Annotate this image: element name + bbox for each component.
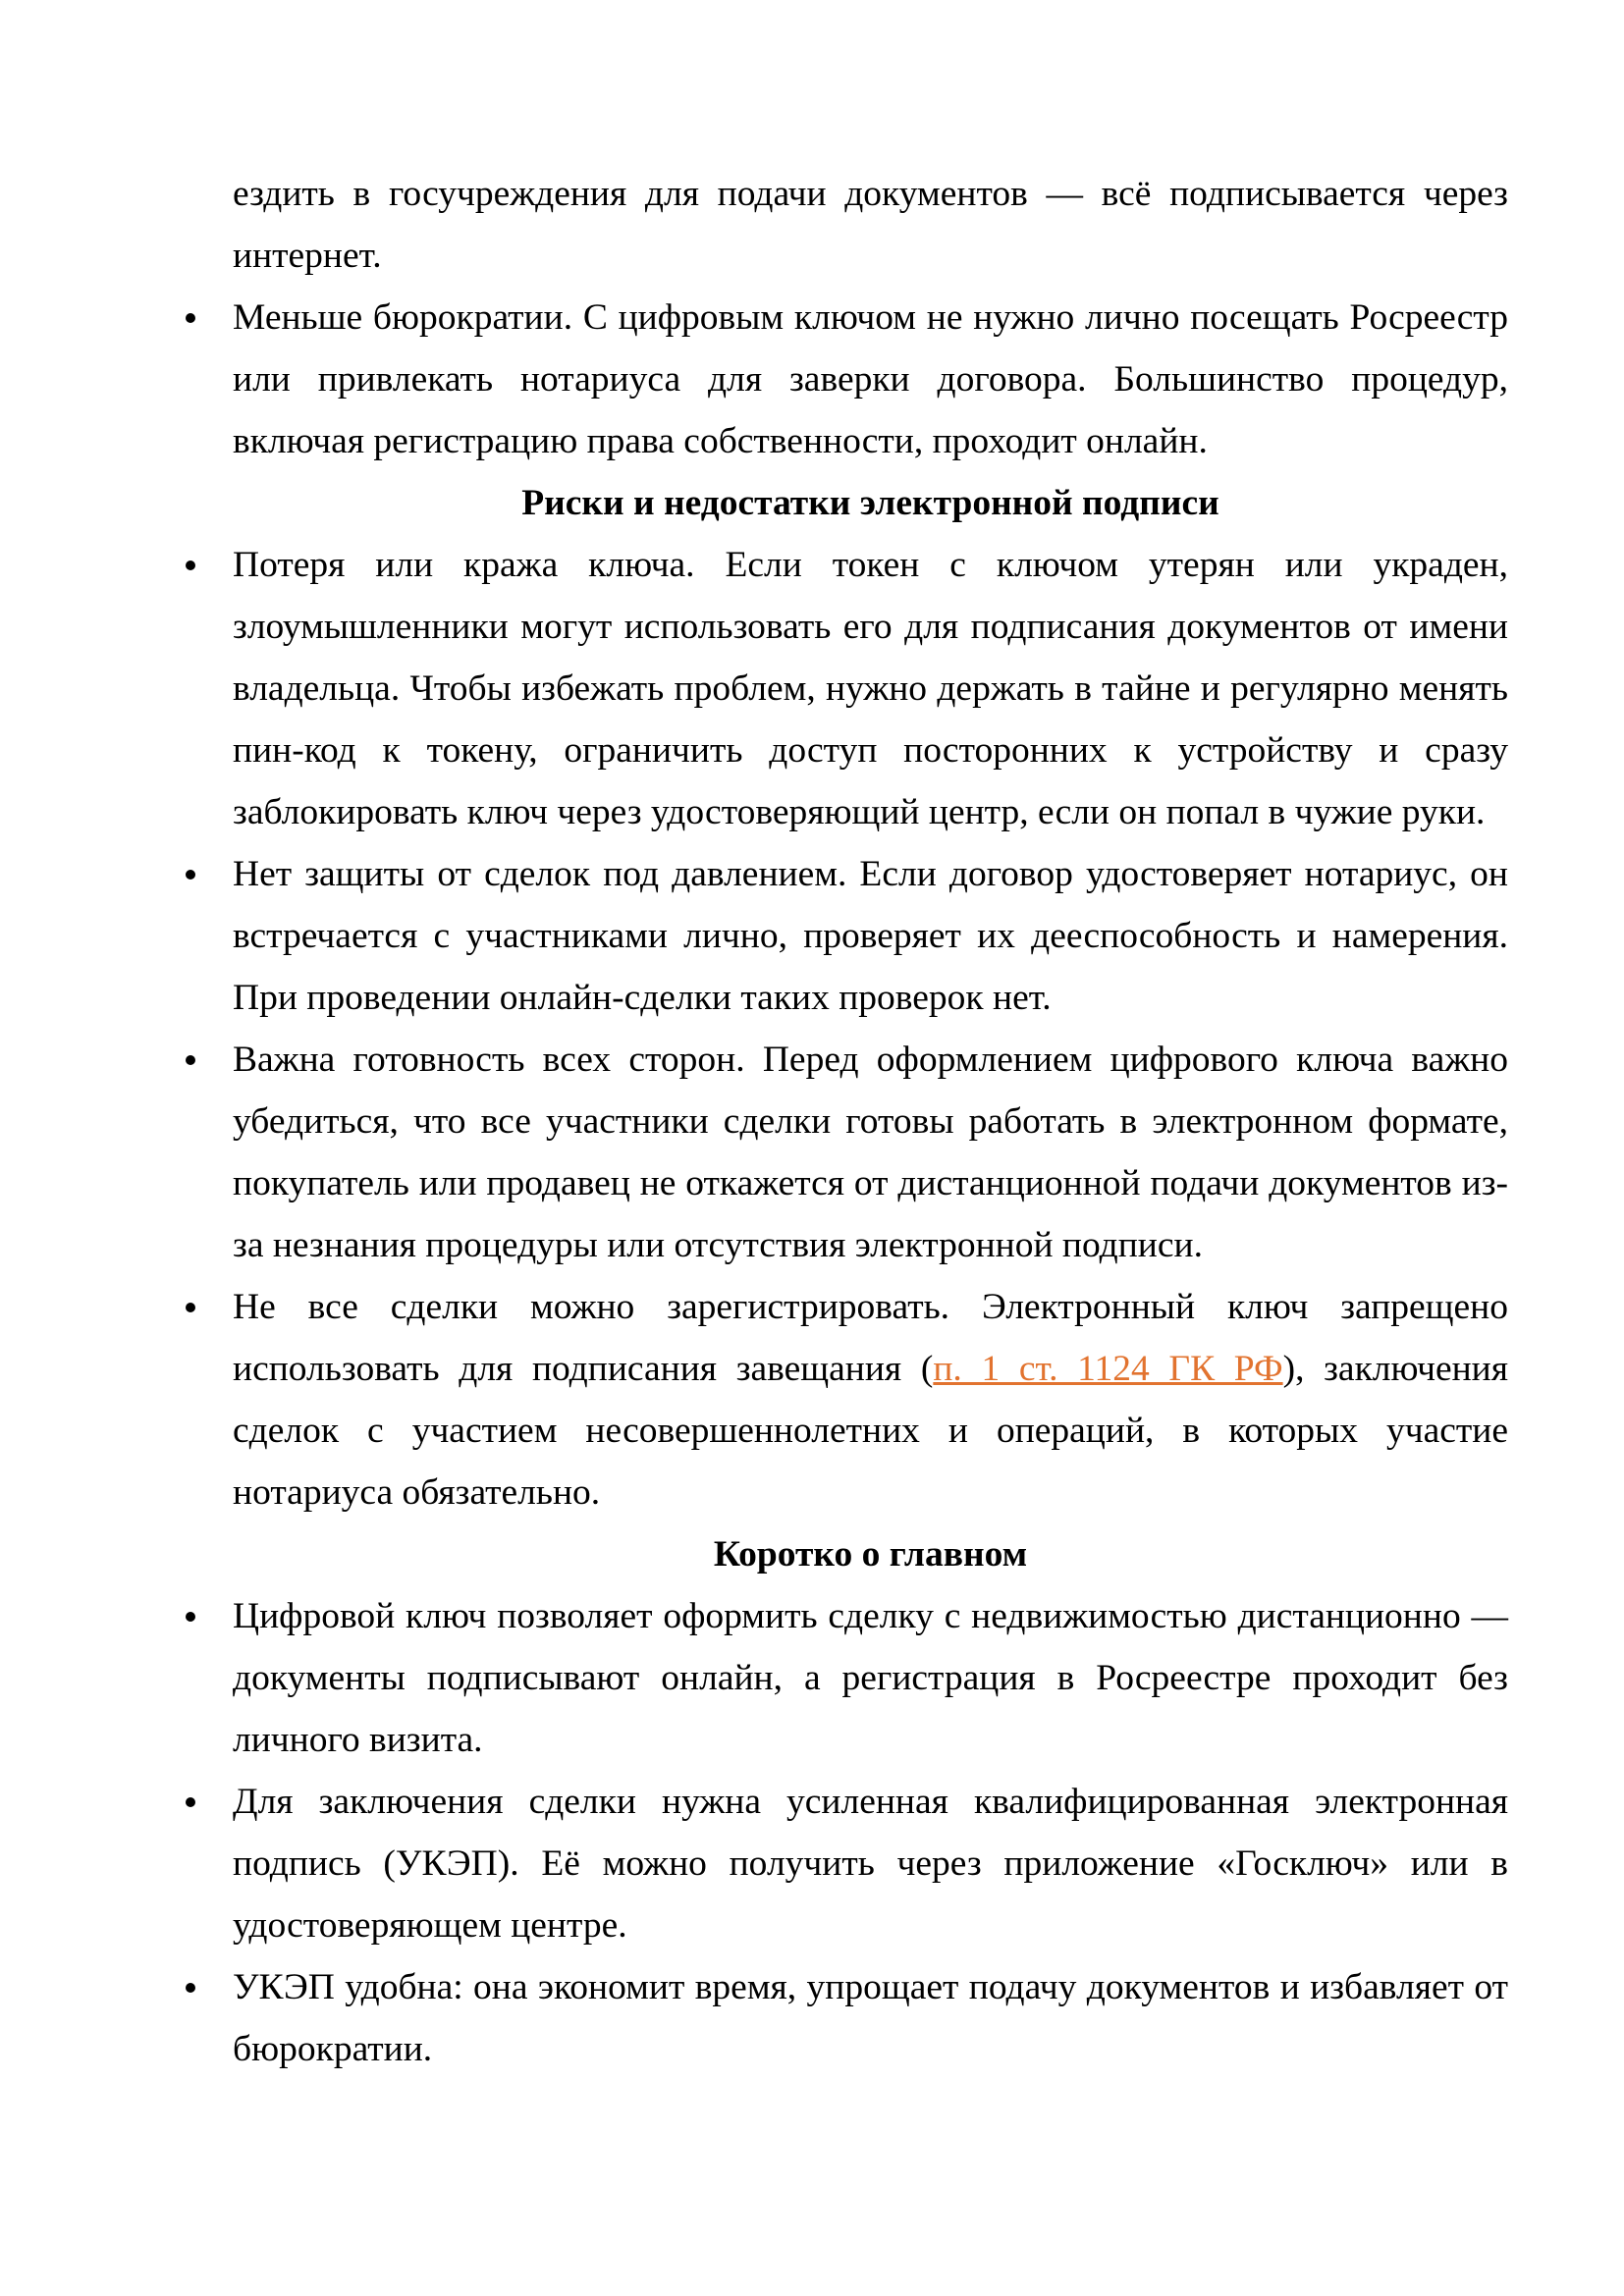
list-item [233,287,1508,472]
bullet-list-summary [233,1585,1508,2080]
bullet-icon [186,1055,195,1065]
bullet-icon [186,1303,195,1312]
list-item-text-before-link: Не все сделки можно зарегистрировать. Электронный ключ запрещено использовать для подписания завещания ( [233,1287,1508,1389]
list-item-text-after-link: ), заключения сделок с участием несовершеннолетних и операций, в которых участие нотариуса обязательно. [233,1349,1508,1513]
section-heading-summary: Коротко о главном [713,1534,1028,1575]
intro-continuation: ездить в госучреждения для подачи документов — всё подписывается через интернет. [233,174,1508,276]
list-item [233,1276,1508,1523]
list-item [233,1029,1508,1276]
bullet-icon [186,1797,195,1807]
bullet-icon [186,313,195,323]
document-page [233,163,1508,2080]
section-heading-risks: Риски и недостатки электронной подписи [521,483,1219,523]
list-item [233,1585,1508,1771]
bullet-icon [186,870,195,880]
list-item-text: Для заключения сделки нужна усиленная квалифицированная электронная подпись (УКЭП). Её можно получить через приложение «Госключ» или в удостоверяющем центре. [233,1782,1508,1946]
bullet-icon [186,561,195,570]
list-item [233,843,1508,1029]
bullet-icon [186,1983,195,1993]
list-item-text: Цифровой ключ позволяет оформить сделку с недвижимостью дистанционно — документы подписывают онлайн, а регистрация в Росреестре проходит без личного визита. [233,1596,1508,1760]
list-item [233,1956,1508,2080]
law-reference-link[interactable]: п. 1 ст. 1124 ГК РФ [933,1349,1283,1389]
list-item-text: Меньше бюрократии. С цифровым ключом не нужно лично посещать Росреестр или привлекать нотариуса для заверки договора. Большинство процедур, включая регистрацию права собственности, проходит онлайн. [233,297,1508,461]
list-item-text: УКЭП удобна: она экономит время, упрощает подачу документов и избавляет от бюрократии. [233,1967,1508,2069]
list-item [233,534,1508,843]
list-item-text: Потеря или кража ключа. Если токен с ключом утерян или украден, злоумышленники могут использовать его для подписания документов от имени владельца. Чтобы избежать проблем, нужно держать в тайне и регулярно менять пин-код к токену, ограничить доступ посторонних к устройству и сразу заблокировать ключ через удостоверяющий центр, если он попал в чужие руки. [233,545,1508,832]
bullet-icon [186,1612,195,1622]
list-item [233,1771,1508,1956]
bullet-list-top [233,287,1508,472]
bullet-list-risks [233,534,1508,1523]
list-item-text: Нет защиты от сделок под давлением. Если договор удостоверяет нотариус, он встречается с участниками лично, проверяет их дееспособность и намерения. При проведении онлайн-сделки таких проверок нет. [233,854,1508,1018]
list-item-text: Важна готовность всех сторон. Перед оформлением цифрового ключа важно убедиться, что все участники сделки готовы работать в электронном формате, покупатель или продавец не откажется от дистанционной подачи документов из-за незнания процедуры или отсутствия электронной подписи. [233,1040,1508,1265]
